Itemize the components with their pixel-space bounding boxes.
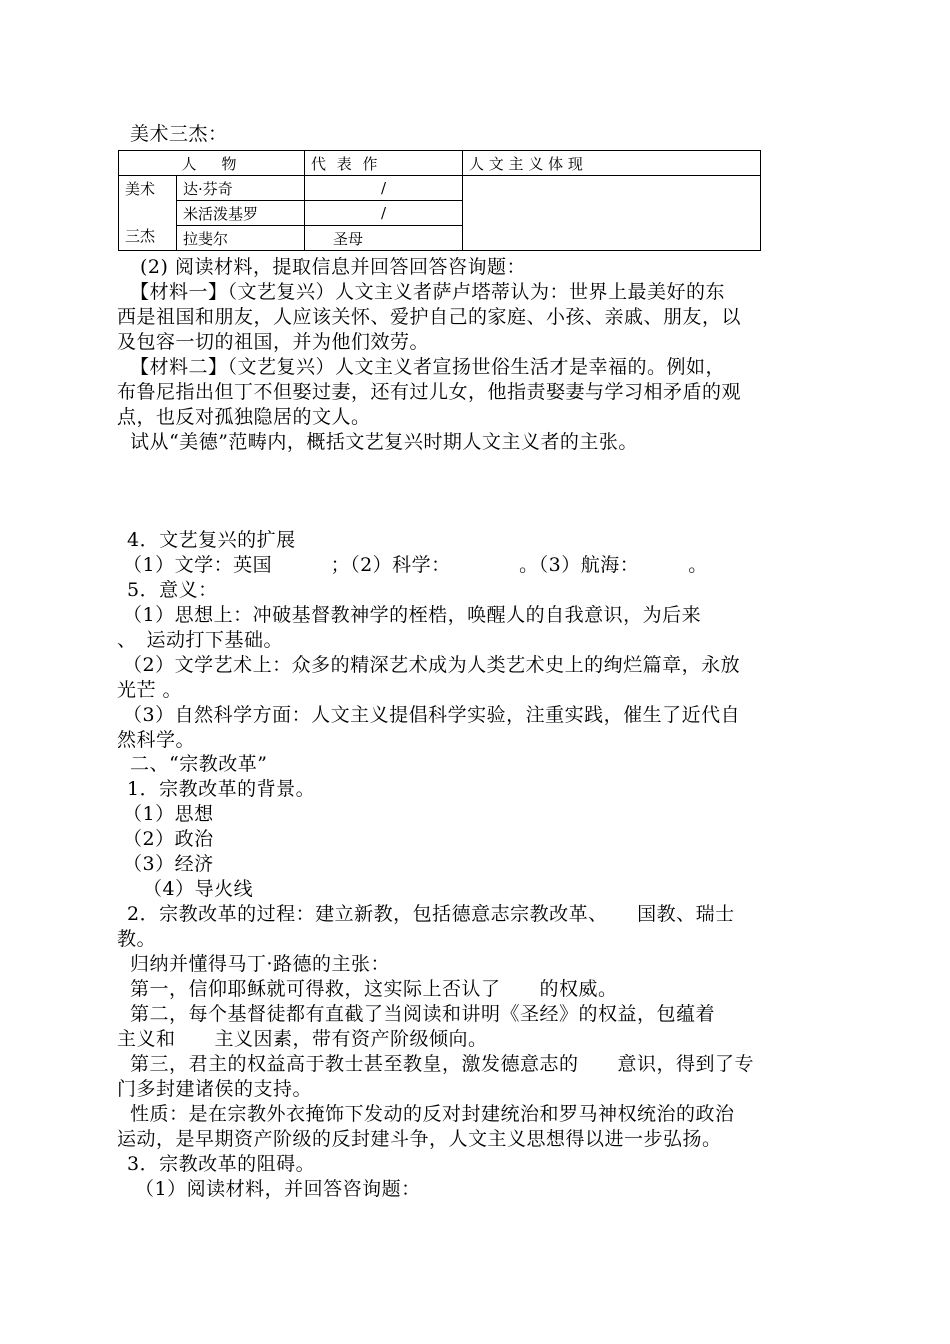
heading-line: 3．宗教改革的阻碍。 [127, 1153, 316, 1175]
material-line: 【材料一】（文艺复兴）人文主义者萨卢塔蒂认为：世界上最美好的东 [130, 281, 726, 303]
text-line: （2）文学艺术上：众多的精深艺术成为人类艺术史上的绚烂篇章，永放 [123, 654, 741, 676]
text-line: （3）经济 [123, 853, 214, 875]
group-label-bottom: 三杰 [125, 227, 156, 245]
text-line: 然科学。 [117, 729, 196, 751]
group-label-top: 美术 [125, 180, 156, 198]
header-work: 代 表 作 [305, 151, 463, 176]
section-title: 美术三杰： [130, 123, 228, 145]
question-line: (2) 阅读材料，提取信息并回答回答咨询题： [140, 256, 526, 278]
text-line: （1）思想上：冲破基督教神学的桎梏，唤醒人的自我意识，为后来 [123, 604, 702, 626]
text-line: 、 运动打下基础。 [117, 629, 284, 651]
text-line: （3）自然科学方面：人文主义提倡科学实验，注重实践，催生了近代自 [123, 704, 741, 726]
text-line: 主义和 主义因素，带有资产阶级倾向。 [117, 1028, 488, 1050]
text-line: 第一，信仰耶稣就可得救，这实际上否认了 的权威。 [130, 978, 618, 1000]
work-cell: / [305, 176, 463, 201]
renaissance-masters-table [118, 150, 761, 251]
text-line: 归纳并懂得马丁·路德的主张： [130, 953, 391, 975]
work-cell: 圣母 [305, 226, 463, 251]
person-cell: 拉斐尔 [177, 226, 305, 251]
group-label-cell [119, 176, 177, 251]
text-line: 第三，君主的权益高于教士甚至教皇，激发德意志的 意识，得到了专 [130, 1053, 755, 1075]
text-line: （1）文学：英国 ；（2）科学： 。（3）航海： 。 [123, 554, 708, 576]
section-heading: 二、“宗教改革” [130, 753, 268, 775]
question-line: 试从“美德”范畴内，概括文艺复兴时期人文主义者的主张。 [130, 431, 638, 453]
material-line: 及包容一切的祖国，并为他们效劳。 [117, 331, 430, 353]
heading-line: 2．宗教改革的过程：建立新教，包括德意志宗教改革、 国教、瑞士 [127, 903, 735, 925]
header-person: 人 物 [119, 151, 305, 176]
text-line: 第二，每个基督徒都有直截了当阅读和讲明《圣经》的权益，包蕴着 [130, 1003, 716, 1025]
material-line: 西是祖国和朋友，人应该关怀、爱护自己的家庭、小孩、亲戚、朋友，以 [117, 306, 742, 328]
humanism-cell [463, 176, 761, 251]
table-row [119, 176, 761, 201]
heading-line: 4．文艺复兴的扩展 [127, 529, 296, 551]
material-line: 点，也反对孤独隐居的文人。 [117, 406, 371, 428]
text-line: （1）思想 [123, 803, 214, 825]
material-line: 布鲁尼指出但丁不但娶过妻，还有过儿女，他指责娶妻与学习相矛盾的观 [117, 381, 742, 403]
heading-line: 5．意义： [127, 579, 218, 601]
text-line: 教。 [117, 928, 157, 950]
text-line: 光芒 。 [117, 679, 183, 701]
text-line: （2）政治 [123, 828, 214, 850]
person-cell: 达·芬奇 [177, 176, 305, 201]
heading-line: 1．宗教改革的背景。 [127, 778, 316, 800]
text-line: （4）导火线 [143, 878, 254, 900]
work-cell: / [305, 201, 463, 226]
material-line: 【材料二】（文艺复兴）人文主义者宣扬世俗生活才是幸福的。例如， [130, 356, 726, 378]
text-line: 门多封建诸侯的支持。 [117, 1078, 313, 1100]
text-line: 运动，是早期资产阶级的反封建斗争，人文主义思想得以进一步弘扬。 [117, 1128, 722, 1150]
person-cell: 米活泼基罗 [177, 201, 305, 226]
header-humanism: 人 文 主 义 体 现 [463, 151, 761, 176]
table-header-row [119, 151, 761, 176]
text-line: 性质：是在宗教外衣掩饰下发动的反对封建统治和罗马神权统治的政治 [130, 1103, 735, 1125]
text-line: （1）阅读材料，并回答咨询题： [135, 1178, 421, 1200]
